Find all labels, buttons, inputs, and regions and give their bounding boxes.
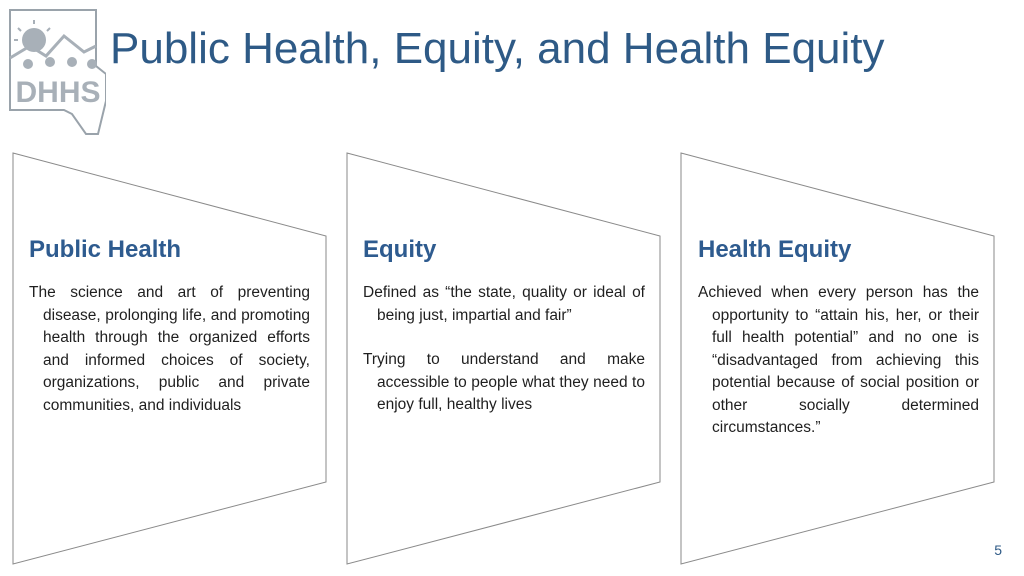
panel-body xyxy=(363,282,645,417)
dhhs-logo xyxy=(6,6,106,136)
logo-text: DHHS xyxy=(15,76,101,109)
panel-equity xyxy=(363,236,645,417)
panel-heading: Health Equity xyxy=(698,236,852,263)
panel-paragraph: Defined as “the state, quality or ideal of being just, impartial and fair” xyxy=(363,284,645,324)
panel-body xyxy=(698,282,979,440)
panel-health-equity xyxy=(698,236,979,440)
panel-paragraph: The science and art of preventing disease, prolonging life, and promoting health through the organized efforts and informed choices of society, organizations, public and private communities, and individuals xyxy=(29,284,310,414)
panel-body xyxy=(29,282,310,417)
panel-heading: Public Health xyxy=(29,236,182,263)
page-title: Public Health, Equity, and Health Equity xyxy=(110,24,885,73)
panel-public-health xyxy=(29,236,310,417)
panel-paragraph: Achieved when every person has the opportunity to “attain his, her, or their full health potential” and no one is “disadvantaged from achieving this potential because of social position or other socially determined circumstances.” xyxy=(698,284,979,436)
page-number: 5 xyxy=(994,542,1002,558)
panel-paragraph: Trying to understand and make accessible to people what they need to enjoy full, healthy lives xyxy=(363,351,645,413)
panel-heading: Equity xyxy=(363,236,437,263)
